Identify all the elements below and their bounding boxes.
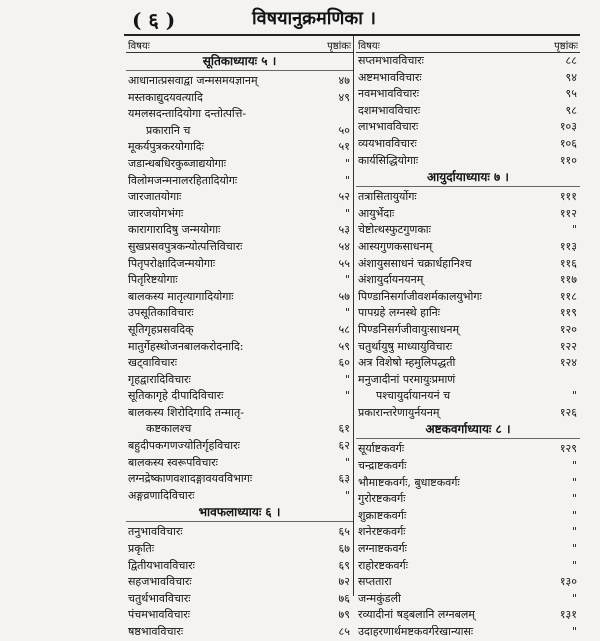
toc-entry-title: प्रकारानि च [146,123,191,137]
toc-entry-title: सप्ततारा [358,575,392,589]
toc-entry-title: दशमभावविचारः [358,103,421,117]
toc-entry-page: ११६ [559,256,577,270]
toc-entry [356,272,580,289]
toc-entry-title: पिण्डानिसर्गाजीवशर्मकालयुभोगः [358,289,482,303]
toc-entry-page: १३१ [559,608,577,622]
toc-entry-title: रव्यादीनां षड्बलानि लग्नबलम् [358,608,475,622]
toc-entry [356,322,580,339]
toc-entry-title: भौमाष्टकवर्गः, बुधाष्टकवर्गः [358,475,460,489]
toc-entry-page: ९८ [565,103,577,117]
toc-entry [126,624,353,641]
toc-entry-page: ११७ [559,273,577,287]
toc-entry [126,355,353,372]
toc-entry-title: सूर्याष्टकवर्गः [358,442,405,456]
toc-entry [126,239,353,256]
toc-entry-page: १२९ [559,442,577,456]
toc-entry [126,488,353,505]
toc-entry-page: ११८ [559,289,577,303]
toc-entry-page: " [344,156,350,170]
toc-entry-title: प्रकारान्तरेणायुर्नयनम् [358,405,440,419]
toc-entry [126,471,353,488]
toc-entry-title: नवमभावविचारः [358,87,420,101]
toc-entry-title: आधानात्प्रसवाद्वा जन्मसमयज्ञानम् [128,74,258,87]
toc-entry-page: " [344,206,350,220]
toc-entry-title: प्रकृतिः [128,542,155,556]
toc-entry-page: ५४ [338,239,350,253]
toc-entry-title: अंशायुर्दायनयनम् [358,273,424,287]
toc-entry-page: ६३ [338,472,350,486]
toc-entry [356,475,580,492]
toc-entry-title: कष्टकालश्च [146,422,192,436]
toc-entry-title: लग्नाष्टकवर्गः [358,542,407,556]
toc-entry-title: उदाहरणार्थमष्टकवर्गरेखान्यासः [358,625,474,638]
toc-entry [126,388,353,405]
toc-entry-page: ६० [338,356,350,370]
toc-entry [356,541,580,558]
toc-entry-page: ५७ [338,289,350,303]
toc-entry-title: शनेरष्टकवर्गः [358,525,406,539]
toc-entry-page: ११९ [559,306,577,320]
toc-entry-page: ४९ [338,90,350,104]
left-column [126,37,353,641]
toc-list [126,73,353,504]
toc-entry [126,339,353,356]
left-column-header [126,37,353,53]
toc-list [356,189,580,421]
toc-entry-page: " [571,591,577,605]
toc-list [356,53,580,169]
toc-entry-page: " [571,508,577,522]
toc-entry [126,73,353,90]
toc-entry-page: ६९ [338,558,350,572]
toc-entry-title: पंचमभावविचारः [128,608,191,622]
toc-entry [356,222,580,239]
toc-entry [126,322,353,339]
toc-entry-title: बालकस्य मातृत्यागादियोगाः [128,289,234,303]
toc-entry-page: ५१ [338,140,350,154]
toc-entry [356,441,580,458]
toc-entry-title: बालकस्य स्वरूपविचारः [128,455,218,469]
toc-entry-page: ४७ [338,74,350,87]
toc-entry-page: १२० [559,322,577,336]
toc-entry-page: " [344,488,350,502]
toc-entry-page: " [571,475,577,489]
toc-entry-page: ५५ [338,256,350,270]
subject-label: विषयः [358,41,380,52]
toc-entry [356,508,580,525]
toc-entry-title: आस्यगुणकसाधनम् [358,239,433,253]
toc-entry-title: जडान्धबधिरकुब्जाद्ययोगाः [128,156,226,170]
toc-entry-page: १११ [559,190,577,204]
toc-entry [356,591,580,608]
toc-entry-title: सहजभावविचारः [128,575,192,589]
toc-entry-page: " [571,459,577,473]
toc-entry-title: सूतिगृहप्रसवदिक् [128,322,194,336]
toc-entry [356,574,580,591]
toc-entry-page: ६१ [338,422,350,436]
toc-entry [356,458,580,475]
toc-entry-page: ५८ [338,322,350,336]
toc-entry-title: तत्रासितायुर्योगः [358,190,417,204]
toc-entry [356,206,580,223]
toc-entry [356,388,580,405]
toc-entry-title: अत्र विशेषो म्हमुलिपद्धती [358,356,456,370]
toc-entry-title: अंशायुससाधनं चक्रार्धहानिश्च [358,256,472,270]
toc-entry [356,405,580,422]
toc-entry [126,106,353,123]
toc-entry-title: सूतिकागृहे दीपादिविचारः [128,389,224,403]
toc-entry-page: ८५ [338,625,350,638]
toc-entry [126,524,353,541]
toc-entry-page: ६२ [338,439,350,453]
toc-entry-title: मनुजादीनां परमायुःप्रमाणं [358,372,456,386]
toc-entry-title: राहोरष्टकवर्गः [358,558,408,572]
toc-entry [126,173,353,190]
toc-entry-page: ५० [338,123,350,137]
right-column [356,37,580,641]
toc-entry [356,86,580,103]
toc-entry-page: ५९ [338,339,350,353]
subject-label: विषयः [128,41,150,52]
toc-entry-title: शुक्राष्टकवर्गः [358,508,407,522]
toc-entry [356,119,580,136]
toc-entry [126,558,353,575]
toc-entry-title: तनुभावविचारः [128,525,183,539]
toc-entry-page: ७९ [338,608,350,622]
toc-entry [356,305,580,322]
toc-entry [126,541,353,558]
toc-entry-page: ७६ [338,591,350,605]
page-number: ( ६ ) [132,8,176,32]
toc-list [126,524,353,640]
toc-entry [356,70,580,87]
toc-entry-title: चन्द्राष्टकवर्गः [358,459,407,473]
toc-entry [126,591,353,608]
right-column-header [356,37,580,53]
toc-entry-title: अष्टमभावविचारः [358,70,422,84]
toc-entry-title: सुखप्रसवपुत्रकन्योत्पत्तिविचारः [128,239,243,253]
toc-entry-page: " [571,389,577,403]
toc-entry-page: १२४ [559,356,577,370]
toc-entry [356,372,580,389]
toc-entry-page: ११३ [559,239,577,253]
page-header [0,6,600,32]
chapter-heading: आयुर्दायाध्यायः ७ । [356,169,580,187]
toc-entry-page: ६७ [338,542,350,556]
toc-entry-page: ९४ [565,70,577,84]
toc-entry-title: बालकस्य शिरोदिगादि तन्मातृ- [128,405,244,419]
toc-entry-page: ९५ [565,87,577,101]
toc-entry-page: १२६ [559,405,577,419]
toc-entry-page: " [344,273,350,287]
page-label: पृष्ठांकः [327,41,351,52]
toc-entry-page: १२२ [559,339,577,353]
toc-entry-page: ११२ [559,206,577,220]
toc-entry-title: पश्चायुर्दायानयनं च [376,389,451,403]
toc-entry-page: " [571,492,577,506]
toc-entry-title: पापग्रहे लग्नस्थे हानिः [358,306,440,320]
toc-entry-page: ६५ [338,525,350,539]
toc-entry [356,491,580,508]
toc-entry [356,524,580,541]
toc-entry-title: उपसूतिकाविचारः [128,306,194,320]
page-label: पृष्ठांकः [554,41,578,52]
toc-entry [356,136,580,153]
toc-entry-title: बहुदीपकगणज्योतिर्गृहविचारः [128,439,240,453]
toc-entry [356,558,580,575]
toc-entry-title: कार्यसिद्धियोगाः [358,153,419,167]
toc-entry-title: चतुर्थायुषु माध्यायुविचारः [358,339,453,353]
header-rule [124,34,580,36]
toc-entry-page: " [571,625,577,638]
page-title: विषयानुक्रमणिका । [252,8,377,29]
toc-entry-title: अङ्गव्रणादिविचारः [128,488,195,502]
toc-entry [356,289,580,306]
toc-entry-title: गुरोरष्टकवर्गः [358,492,406,506]
toc-entry-title: सप्तमभावविचारः [358,54,424,67]
toc-entry-title: लाभभावविचारः [358,120,419,134]
toc-entry-page: " [571,223,577,237]
toc-entry [126,607,353,624]
toc-entry [126,421,353,438]
toc-entry-page: १०६ [559,136,577,150]
toc-entry [126,405,353,422]
toc-entry-page: ५३ [338,223,350,237]
toc-entry-page: " [571,558,577,572]
toc-entry [356,607,580,624]
toc-entry-title: चतुर्थभावविचारः [128,591,191,605]
toc-entry-page: ७२ [338,575,350,589]
toc-entry [356,53,580,70]
toc-entry [126,139,353,156]
toc-entry [126,256,353,273]
toc-entry-title: गृहद्वारादिविचारः [128,372,191,386]
toc-entry-page: " [344,455,350,469]
toc-entry-title: पिण्डनिसर्गजीवायुःसाधनम् [358,322,460,336]
toc-entry [126,438,353,455]
toc-entry-page: ५२ [338,190,350,204]
toc-entry-page: " [344,389,350,403]
toc-entry-title: यमलसदन्तादियोगा दन्तोत्पत्ति- [128,107,247,121]
toc-entry [126,189,353,206]
toc-entry [356,624,580,641]
toc-entry-title: चेष्टोत्थस्फुटगुणकाः [358,223,431,237]
toc-entry-title: जारजातयोगाः [128,190,182,204]
toc-entry [126,272,353,289]
toc-entry [126,222,353,239]
chapter-heading: सूतिकाध्यायः ५ । [126,53,353,71]
toc-entry-title: लग्नद्रेष्काणवशादङ्गावयवविभागः [128,472,253,486]
toc-entry [126,574,353,591]
toc-entry-page: १३० [559,575,577,589]
toc-entry-title: विलोमजन्मनालरहितादियोगः [128,173,238,187]
toc-entry-title: आयुर्भेदाः [358,206,395,220]
toc-entry [356,355,580,372]
toc-entry [126,455,353,472]
toc-entry-title: व्ययभावविचारः [358,136,417,150]
column-divider [353,36,354,596]
toc-entry-title: मातुर्गेहस्थोजनबालकरोदनादि: [128,339,244,353]
toc-entry-title: जारजयोगभंगः [128,206,184,220]
toc-entry [126,372,353,389]
toc-entry-title: मस्तकाद्युदयवत्यादि [128,90,203,104]
toc-entry-page: " [344,173,350,187]
toc-entry-page: " [344,372,350,386]
chapter-heading: भावफलाध्यायः ६ । [126,504,353,522]
toc-entry-title: मूकर्यपुत्रकरयोगादिः [128,140,204,154]
toc-entry [126,206,353,223]
toc-entry-title: पितृपरोक्षादिजन्मयोगाः [128,256,216,270]
toc-entry-page: ८८ [565,54,577,67]
toc-entry [356,189,580,206]
toc-entry [126,156,353,173]
toc-entry-title: कारागारादिषु जन्मयोगाः [128,223,221,237]
toc-entry-page: " [571,525,577,539]
toc-entry [356,239,580,256]
toc-entry-title: द्वितीयभावविचारः [128,558,195,572]
toc-entry [126,90,353,107]
toc-entry [126,305,353,322]
toc-entry [356,256,580,273]
toc-entry-page: " [571,542,577,556]
toc-entry-title: जन्मकुंडली [358,591,401,605]
toc-list [356,441,580,640]
toc-entry [356,339,580,356]
toc-entry [126,289,353,306]
toc-entry-page: ११० [559,153,577,167]
toc-entry-title: पितृरिष्टयोगाः [128,273,178,287]
toc-entry-page: " [344,306,350,320]
toc-entry [356,153,580,170]
toc-entry-title: खट्वाविचारः [128,356,178,370]
toc-entry-title: षष्ठभावविचारः [128,625,184,638]
toc-entry-page: १०३ [559,120,577,134]
chapter-heading: अष्टकवर्गाध्यायः ८ । [356,421,580,439]
toc-entry [126,123,353,140]
toc-entry [356,103,580,120]
